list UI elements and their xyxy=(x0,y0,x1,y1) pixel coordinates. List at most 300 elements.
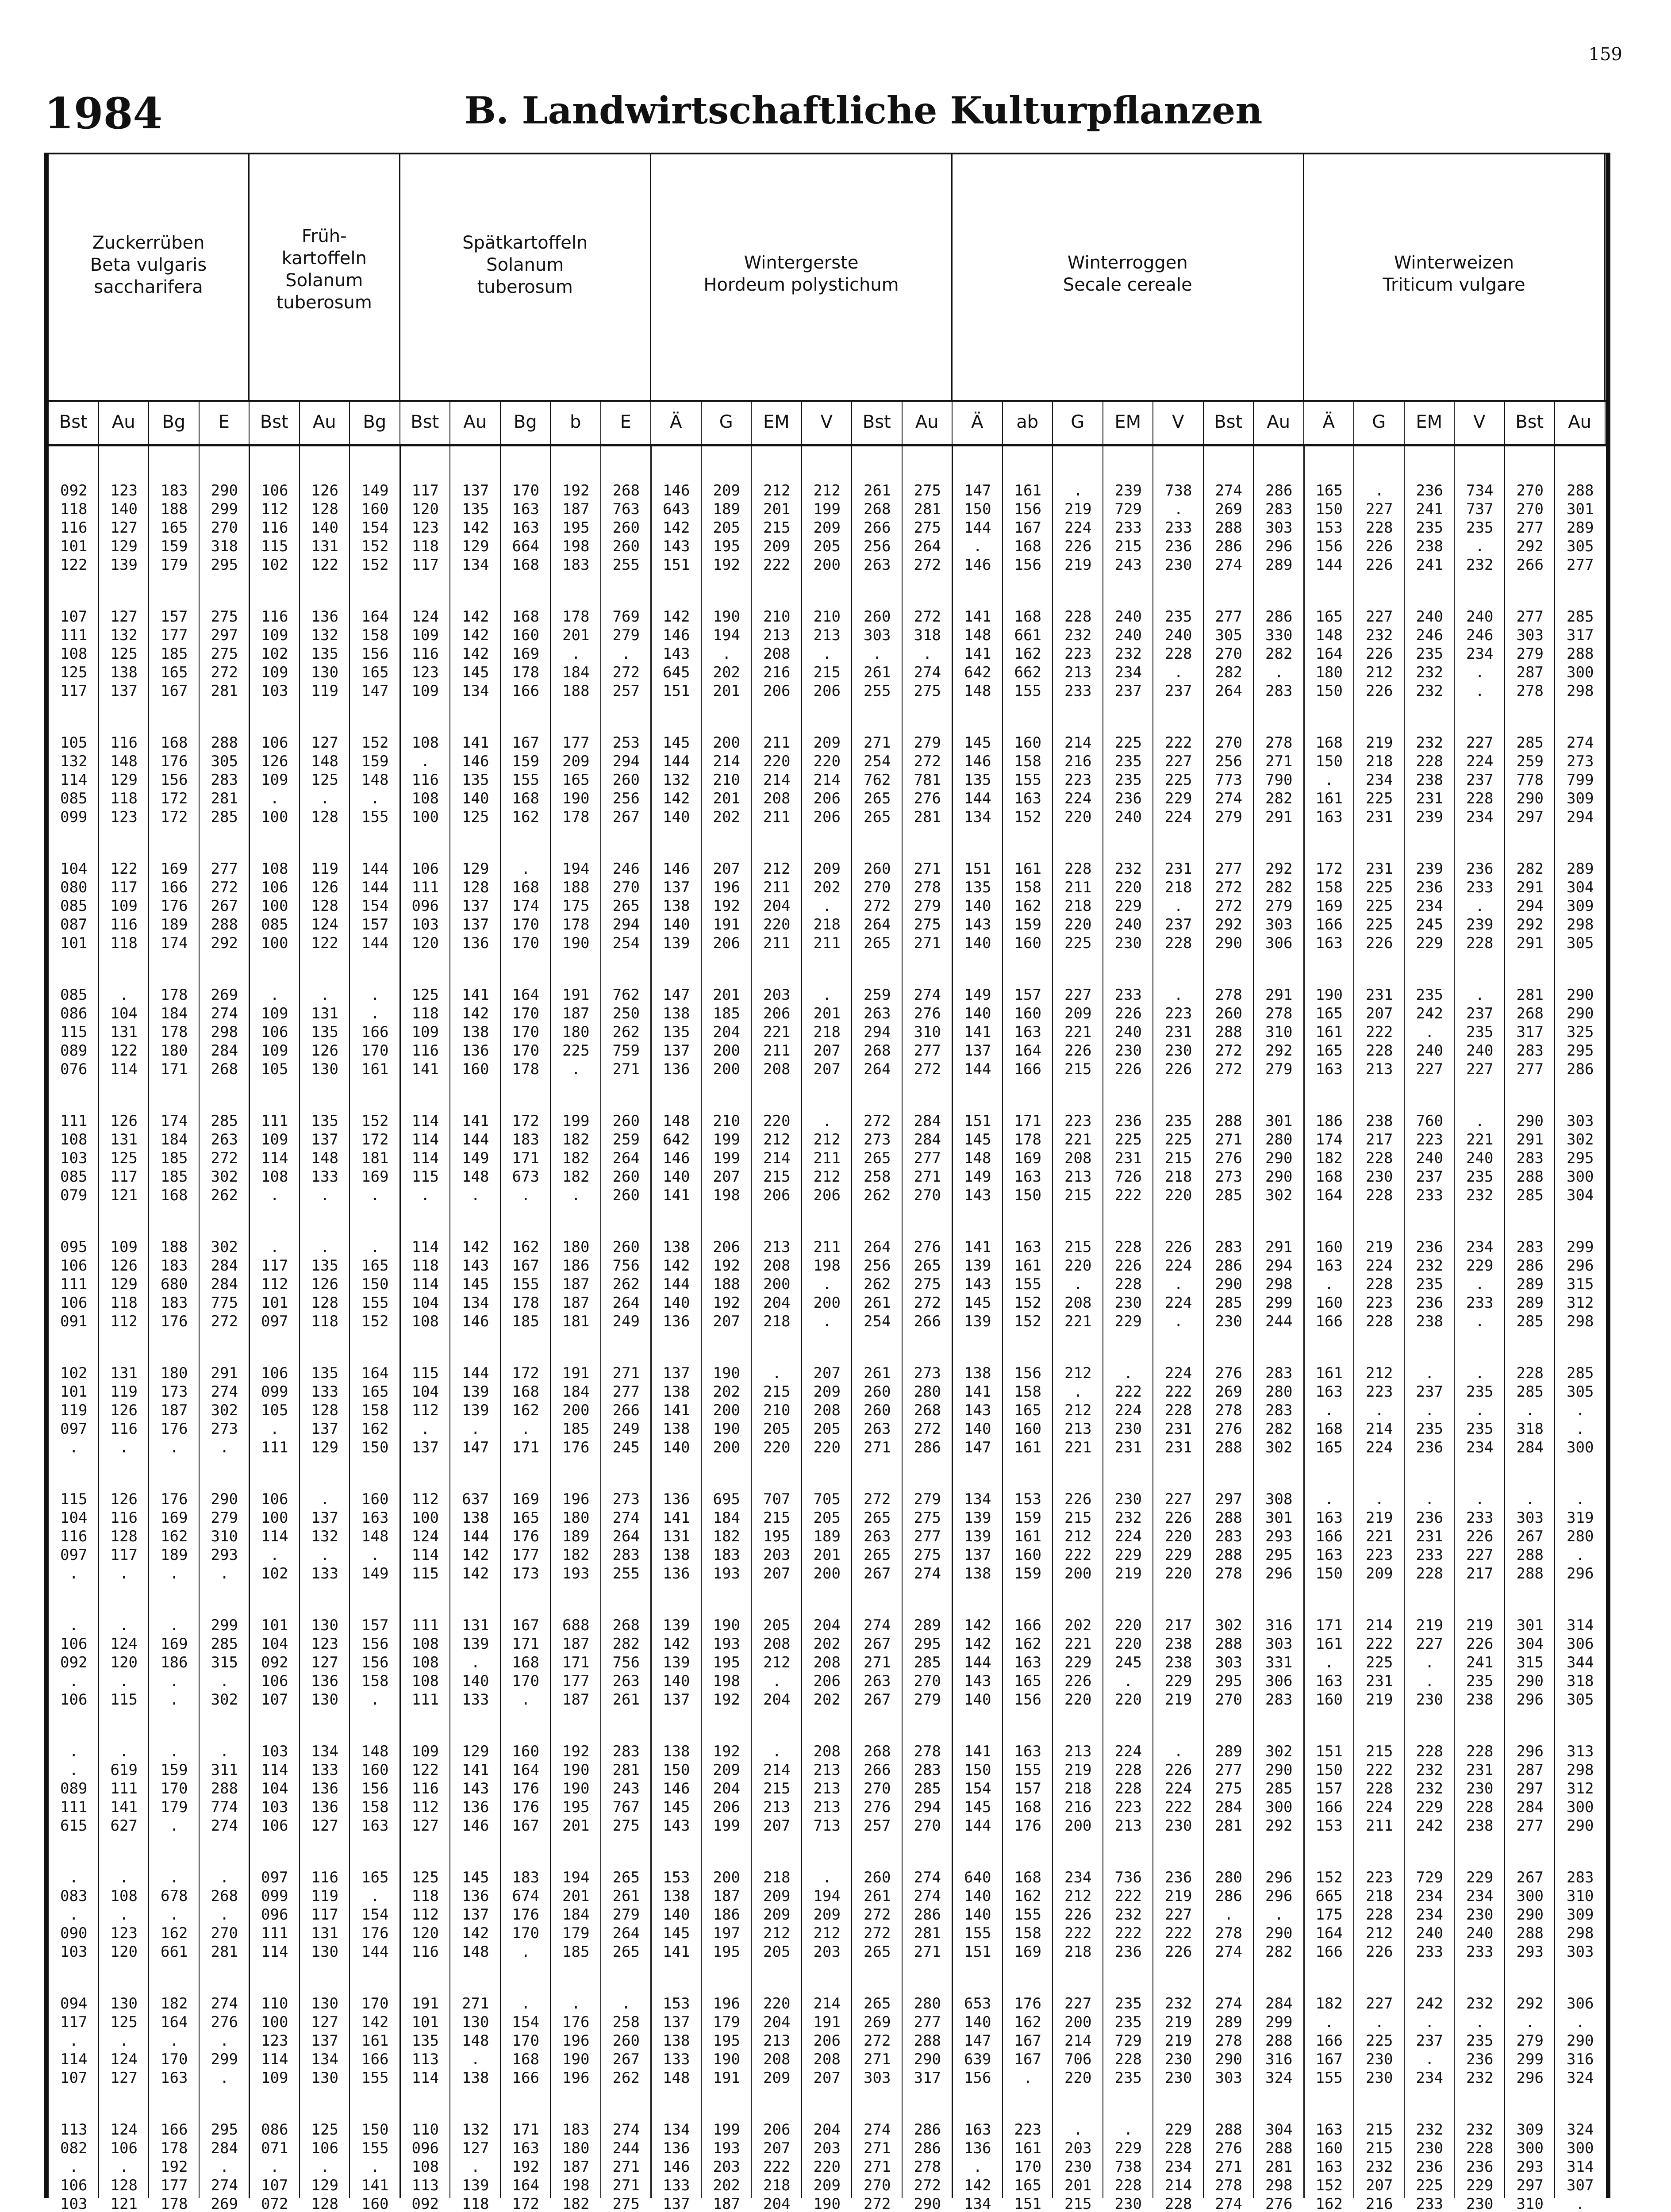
table-cell: 192 xyxy=(713,1257,740,1275)
table-cell: 291 xyxy=(1516,934,1544,952)
table-cell: 288 xyxy=(211,916,238,933)
column-label: Bst xyxy=(250,400,300,444)
table-cell: 123 xyxy=(110,482,138,499)
table-cell: 227 xyxy=(1466,734,1494,752)
table-cell: 268 xyxy=(914,1402,941,1419)
group-header-line: Wintergerste xyxy=(744,253,859,273)
table-cell: . xyxy=(1425,1490,1434,1508)
table-cell: 213 xyxy=(1064,1420,1092,1438)
table-cell: 213 xyxy=(763,2032,791,2050)
table-cell: 130 xyxy=(311,1060,338,1078)
table-cell: 205 xyxy=(713,519,740,537)
table-cell: 206 xyxy=(813,1672,841,1690)
group-header xyxy=(651,154,953,400)
table-cell: 234 xyxy=(1466,808,1494,826)
table-cell: 293 xyxy=(1516,1943,1544,1961)
table-cell: 182 xyxy=(562,1149,590,1167)
table-cell: 292 xyxy=(1516,916,1544,933)
table-cell: 137 xyxy=(462,897,489,915)
table-cell: 162 xyxy=(1014,2013,1041,2031)
table-cell: 272 xyxy=(1215,879,1242,896)
table-cell: 245 xyxy=(612,1439,640,1456)
table-cell: 705 xyxy=(813,1490,841,1508)
table-cell: 274 xyxy=(914,1869,941,1886)
table-cell: 137 xyxy=(311,2032,338,2050)
table-cell: 109 xyxy=(261,1042,288,1060)
table-cell: 176 xyxy=(161,753,188,770)
table-cell: 274 xyxy=(211,2177,238,2194)
table-cell: 643 xyxy=(663,500,690,518)
table-cell: 148 xyxy=(361,1743,389,1760)
table-cell: 117 xyxy=(110,1546,138,1564)
table-cell: 163 xyxy=(1014,1743,1041,1760)
table-cell: 246 xyxy=(1416,626,1443,644)
table-cell: 139 xyxy=(964,1528,991,1545)
table-cell: 104 xyxy=(261,1780,288,1797)
table-cell: 102 xyxy=(261,645,288,663)
table-cell: 121 xyxy=(110,2195,138,2212)
group-header-line: Hordeum polystichum xyxy=(703,275,899,295)
table-cell: 272 xyxy=(864,2195,891,2212)
table-cell: 180 xyxy=(562,1238,590,1256)
table-cell: . xyxy=(220,1743,229,1760)
table-cell: 231 xyxy=(1416,1528,1443,1545)
table-cell: . xyxy=(119,986,129,1004)
table-cell: 212 xyxy=(1366,1924,1393,1942)
table-cell: 260 xyxy=(864,860,891,878)
table-cell: 233 xyxy=(1114,519,1142,537)
table-cell: 280 xyxy=(914,1995,941,2012)
table-cell: 211 xyxy=(763,1042,791,1060)
table-cell: 213 xyxy=(813,1780,841,1797)
table-cell: 094 xyxy=(60,1995,88,2012)
table-cell: 155 xyxy=(1014,682,1041,700)
table-cell: 229 xyxy=(1114,897,1142,915)
table-cell: 135 xyxy=(462,500,489,518)
table-cell: 221 xyxy=(1366,1528,1393,1545)
table-cell: 183 xyxy=(161,482,188,499)
table-cell: 168 xyxy=(1014,538,1041,555)
column-rule xyxy=(1303,446,1305,2198)
table-cell: 166 xyxy=(1315,1528,1343,1545)
table-cell: 206 xyxy=(713,1798,740,1816)
table-cell: 104 xyxy=(110,1005,138,1022)
table-cell: 226 xyxy=(1064,1042,1092,1060)
table-cell: 231 xyxy=(1114,1149,1142,1167)
table-cell: 201 xyxy=(713,790,740,807)
table-cell: 148 xyxy=(462,1943,489,1961)
table-cell: 226 xyxy=(1366,645,1393,663)
table-cell: . xyxy=(119,1439,129,1456)
table-cell: 165 xyxy=(161,519,188,537)
table-cell: 209 xyxy=(813,519,841,537)
table-cell: 292 xyxy=(1265,1042,1293,1060)
table-cell: 270 xyxy=(914,1672,941,1690)
table-cell: 264 xyxy=(864,916,891,933)
table-cell: 227 xyxy=(1366,608,1393,626)
table-cell: 305 xyxy=(1567,1383,1594,1401)
table-cell: 274 xyxy=(1567,734,1594,752)
table-cell: 176 xyxy=(562,1439,590,1456)
table-cell: . xyxy=(1475,1112,1484,1130)
table-cell: 272 xyxy=(864,1112,891,1130)
table-cell: 310 xyxy=(211,1528,238,1545)
table-cell: 148 xyxy=(964,626,991,644)
table-cell: 283 xyxy=(1265,682,1293,700)
table-cell: 302 xyxy=(211,1402,238,1419)
table-cell: 230 xyxy=(1064,2158,1092,2176)
table-cell: 278 xyxy=(1215,1924,1242,1942)
table-cell: 155 xyxy=(1014,1761,1041,1779)
table-cell: 225 xyxy=(1366,897,1393,915)
table-cell: 238 xyxy=(1416,1313,1443,1330)
table-cell: . xyxy=(471,1187,480,1204)
table-cell: 303 xyxy=(864,626,891,644)
table-cell: 275 xyxy=(914,1546,941,1564)
table-cell: 279 xyxy=(211,1509,238,1527)
table-cell: 291 xyxy=(1516,1131,1544,1148)
table-cell: 106 xyxy=(110,2139,138,2157)
table-cell: . xyxy=(169,1672,179,1690)
table-cell: . xyxy=(471,1420,480,1438)
table-cell: 134 xyxy=(462,682,489,700)
table-cell: 182 xyxy=(562,1168,590,1186)
table-cell: 226 xyxy=(1366,1943,1393,1961)
table-cell: . xyxy=(370,1691,380,1709)
table-cell: 163 xyxy=(1014,790,1041,807)
table-cell: 262 xyxy=(612,2069,640,2087)
table-cell: 219 xyxy=(1165,2013,1192,2031)
table-cell: 195 xyxy=(562,519,590,537)
table-cell: 136 xyxy=(311,608,338,626)
table-cell: 284 xyxy=(914,1131,941,1148)
table-cell: 231 xyxy=(1366,1672,1393,1690)
table-cell: 295 xyxy=(211,556,238,574)
table-cell: 227 xyxy=(1064,986,1092,1004)
table-cell: 133 xyxy=(311,1565,338,1582)
table-cell: 111 xyxy=(60,626,88,644)
table-cell: 222 xyxy=(763,2158,791,2176)
table-cell: 232 xyxy=(1114,1906,1142,1924)
table-cell: 171 xyxy=(1315,1617,1343,1634)
table-cell: 146 xyxy=(462,1313,489,1330)
table-cell: 150 xyxy=(1315,753,1343,770)
table-cell: 142 xyxy=(361,2013,389,2031)
table-cell: 318 xyxy=(914,626,941,644)
table-cell: 289 xyxy=(914,1617,941,1634)
table-cell: 299 xyxy=(211,500,238,518)
table-cell: 226 xyxy=(1165,1761,1192,1779)
table-cell: 212 xyxy=(763,1131,791,1148)
table-cell: 283 xyxy=(1567,1869,1594,1886)
table-cell: 142 xyxy=(462,1565,489,1582)
table-cell: . xyxy=(270,1546,279,1564)
table-cell: 152 xyxy=(361,538,389,555)
table-cell: . xyxy=(722,645,731,663)
table-cell: 163 xyxy=(1315,1672,1343,1690)
table-cell: 102 xyxy=(261,556,288,574)
table-cell: 237 xyxy=(1416,2032,1443,2050)
table-cell: 304 xyxy=(1567,879,1594,896)
column-label: Bg xyxy=(350,400,400,444)
table-cell: 295 xyxy=(1567,1042,1594,1060)
table-cell: 186 xyxy=(1315,1112,1343,1130)
table-cell: 218 xyxy=(1064,1943,1092,1961)
table-cell: 303 xyxy=(1516,1509,1544,1527)
table-cell: 233 xyxy=(1416,2195,1443,2212)
year-heading: 1984 xyxy=(44,88,163,138)
table-cell: 209 xyxy=(763,2069,791,2087)
table-cell: 236 xyxy=(1114,1112,1142,1130)
table-cell: 095 xyxy=(60,1238,88,1256)
table-cell: 195 xyxy=(713,1654,740,1671)
table-cell: 165 xyxy=(1014,1402,1041,1419)
table-cell: 228 xyxy=(1165,2195,1192,2212)
table-cell: 218 xyxy=(763,1313,791,1330)
table-cell: 109 xyxy=(110,897,138,915)
table-cell: 206 xyxy=(713,1238,740,1256)
table-cell: 130 xyxy=(110,1995,138,2012)
table-cell: 114 xyxy=(261,2051,288,2068)
table-cell: 163 xyxy=(1014,1238,1041,1256)
table-cell: 224 xyxy=(1165,1780,1192,1797)
table-cell: 228 xyxy=(1165,645,1192,663)
table-cell: 108 xyxy=(110,1887,138,1905)
table-cell: 279 xyxy=(1516,2032,1544,2050)
table-cell: 226 xyxy=(1165,1943,1192,1961)
table-cell: 208 xyxy=(813,1654,841,1671)
table-cell: 293 xyxy=(1265,1528,1293,1545)
table-cell: 216 xyxy=(763,664,791,681)
table-cell: 163 xyxy=(1315,1383,1343,1401)
table-cell: 236 xyxy=(1466,860,1494,878)
table-cell: 134 xyxy=(311,2051,338,2068)
table-cell: 239 xyxy=(1416,860,1443,878)
table-cell: 116 xyxy=(311,1869,338,1886)
table-cell: 273 xyxy=(211,1420,238,1438)
table-cell: 230 xyxy=(1466,2195,1494,2212)
table-cell: 103 xyxy=(60,1943,88,1961)
table-cell: 226 xyxy=(1064,538,1092,555)
column-label: E xyxy=(601,400,652,444)
table-cell: 318 xyxy=(211,538,238,555)
table-cell: 217 xyxy=(1466,1565,1494,1582)
table-cell: 264 xyxy=(914,538,941,555)
table-cell: 288 xyxy=(1567,482,1594,499)
table-cell: 163 xyxy=(1315,1060,1343,1078)
table-cell: 260 xyxy=(612,1112,640,1130)
table-cell: 275 xyxy=(914,916,941,933)
table-cell: 268 xyxy=(864,1743,891,1760)
table-cell: 291 xyxy=(211,1364,238,1382)
table-cell: 138 xyxy=(462,2069,489,2087)
table-cell: 176 xyxy=(512,1906,539,1924)
table-cell: 155 xyxy=(964,1924,991,1942)
table-cell: 195 xyxy=(763,1528,791,1545)
table-cell: 108 xyxy=(411,2158,439,2176)
table-cell: 209 xyxy=(1064,1005,1092,1022)
table-cell: 115 xyxy=(411,1168,439,1186)
table-cell: 137 xyxy=(110,682,138,700)
table-cell: 117 xyxy=(311,1906,338,1924)
table-cell: 272 xyxy=(914,1294,941,1312)
table-cell: 790 xyxy=(1265,771,1293,789)
table-cell: 128 xyxy=(110,2177,138,2194)
table-cell: 232 xyxy=(1466,1995,1494,2012)
table-cell: 230 xyxy=(1114,1294,1142,1312)
table-cell: 131 xyxy=(311,538,338,555)
table-cell: 208 xyxy=(763,2051,791,2068)
table-cell: 195 xyxy=(713,1943,740,1961)
table-cell: 145 xyxy=(964,734,991,752)
table-cell: 183 xyxy=(562,556,590,574)
table-cell: 156 xyxy=(1014,500,1041,518)
table-cell: 152 xyxy=(361,1313,389,1330)
table-cell: . xyxy=(169,2032,179,2050)
table-cell: 225 xyxy=(1165,771,1192,789)
table-cell: 156 xyxy=(361,645,389,663)
table-cell: . xyxy=(1325,2013,1334,2031)
table-cell: 283 xyxy=(1215,1528,1242,1545)
table-cell: 653 xyxy=(964,1995,991,2012)
column-rule xyxy=(349,446,350,2198)
table-cell: 114 xyxy=(411,1275,439,1293)
table-cell: 738 xyxy=(1114,2158,1142,2176)
table-cell: 213 xyxy=(763,626,791,644)
table-cell: 241 xyxy=(1466,1654,1494,1671)
table-cell: 168 xyxy=(512,1383,539,1401)
table-cell: 290 xyxy=(1567,1005,1594,1022)
table-cell: 273 xyxy=(864,1131,891,1148)
table-cell: 156 xyxy=(1014,1691,1041,1709)
table-cell: 134 xyxy=(964,808,991,826)
table-cell: 163 xyxy=(964,2121,991,2139)
table-cell: 187 xyxy=(562,1275,590,1293)
table-cell: 286 xyxy=(914,2139,941,2157)
table-cell: 125 xyxy=(110,645,138,663)
column-rule xyxy=(98,446,99,2198)
table-cell: 114 xyxy=(411,1546,439,1564)
table-cell: 160 xyxy=(361,2195,389,2212)
column-label: Bst xyxy=(1204,400,1254,444)
table-cell: 303 xyxy=(1215,1654,1242,1671)
table-cell: 233 xyxy=(1466,1294,1494,1312)
table-cell: . xyxy=(220,1672,229,1690)
table-cell: 100 xyxy=(261,934,288,952)
table-cell: 226 xyxy=(1114,1257,1142,1275)
table-cell: 229 xyxy=(1416,1798,1443,1816)
table-cell: 200 xyxy=(763,1275,791,1293)
table-cell: 283 xyxy=(1516,1042,1544,1060)
column-rule xyxy=(148,446,149,2198)
table-cell: 106 xyxy=(261,1023,288,1041)
table-cell: 270 xyxy=(1516,482,1544,499)
table-cell: 153 xyxy=(1315,519,1343,537)
table-cell: 138 xyxy=(462,1023,489,1041)
table-cell: 163 xyxy=(1315,1257,1343,1275)
table-cell: 178 xyxy=(161,2195,188,2212)
table-cell: 101 xyxy=(60,538,88,555)
table-cell: 293 xyxy=(211,1546,238,1564)
table-cell: 271 xyxy=(914,1943,941,1961)
table-cell: 191 xyxy=(713,916,740,933)
table-cell: 159 xyxy=(512,753,539,770)
table-cell: 290 xyxy=(1516,1112,1544,1130)
table-cell: 144 xyxy=(361,934,389,952)
table-cell: 274 xyxy=(1215,1943,1242,1961)
table-cell: 212 xyxy=(1064,1402,1092,1419)
table-cell: 218 xyxy=(813,1023,841,1041)
table-cell: 274 xyxy=(1215,482,1242,499)
table-cell: 265 xyxy=(864,1509,891,1527)
table-cell: 279 xyxy=(1516,645,1544,663)
table-cell: 169 xyxy=(1014,1149,1041,1167)
table-cell: 238 xyxy=(1416,538,1443,555)
table-cell: 201 xyxy=(713,682,740,700)
table-cell: 161 xyxy=(1014,860,1041,878)
table-cell: 129 xyxy=(462,538,489,555)
table-cell: 109 xyxy=(261,626,288,644)
table-cell: 228 xyxy=(1416,1565,1443,1582)
table-cell: 127 xyxy=(411,1817,439,1835)
table-cell: 290 xyxy=(1516,1906,1544,1924)
table-cell: 228 xyxy=(1064,860,1092,878)
table-cell: 202 xyxy=(713,2177,740,2194)
table-cell: 664 xyxy=(512,538,539,555)
table-cell: 152 xyxy=(361,734,389,752)
table-cell: 298 xyxy=(1567,916,1594,933)
table-cell: 085 xyxy=(60,1168,88,1186)
table-cell: . xyxy=(1073,482,1083,499)
table-cell: 231 xyxy=(1366,986,1393,1004)
table-cell: 114 xyxy=(60,2051,88,2068)
table-cell: 171 xyxy=(512,1149,539,1167)
table-cell: 290 xyxy=(211,1490,238,1508)
table-cell: 274 xyxy=(914,986,941,1004)
table-cell: 168 xyxy=(1315,1168,1343,1186)
column-rule xyxy=(500,446,501,2198)
table-cell: 238 xyxy=(1416,771,1443,789)
table-cell: 274 xyxy=(612,2121,640,2139)
table-cell: 140 xyxy=(663,808,690,826)
table-cell: 114 xyxy=(60,771,88,789)
table-cell: . xyxy=(822,1313,832,1330)
table-cell: 209 xyxy=(813,734,841,752)
table-cell: 183 xyxy=(161,1294,188,1312)
table-cell: 128 xyxy=(110,1528,138,1545)
table-cell: 261 xyxy=(612,1887,640,1905)
table-cell: 229 xyxy=(1114,2139,1142,2157)
table-cell: 131 xyxy=(663,1528,690,1545)
table-cell: 314 xyxy=(1567,2158,1594,2176)
table-cell: 106 xyxy=(60,1294,88,1312)
table-cell: 200 xyxy=(813,1565,841,1582)
table-cell: 105 xyxy=(261,1060,288,1078)
table-cell: 271 xyxy=(612,2177,640,2194)
table-cell: 228 xyxy=(1516,1364,1544,1382)
table-cell: 168 xyxy=(512,556,539,574)
table-cell: 166 xyxy=(512,2069,539,2087)
table-cell: 215 xyxy=(763,1509,791,1527)
table-cell: 218 xyxy=(763,2177,791,2194)
table-cell: 191 xyxy=(713,2069,740,2087)
table-cell: 270 xyxy=(1215,734,1242,752)
table-cell: 200 xyxy=(813,556,841,574)
table-cell: 182 xyxy=(562,2195,590,2212)
table-cell: 205 xyxy=(813,538,841,555)
table-cell: 295 xyxy=(914,1635,941,1653)
table-cell: 165 xyxy=(361,664,389,681)
